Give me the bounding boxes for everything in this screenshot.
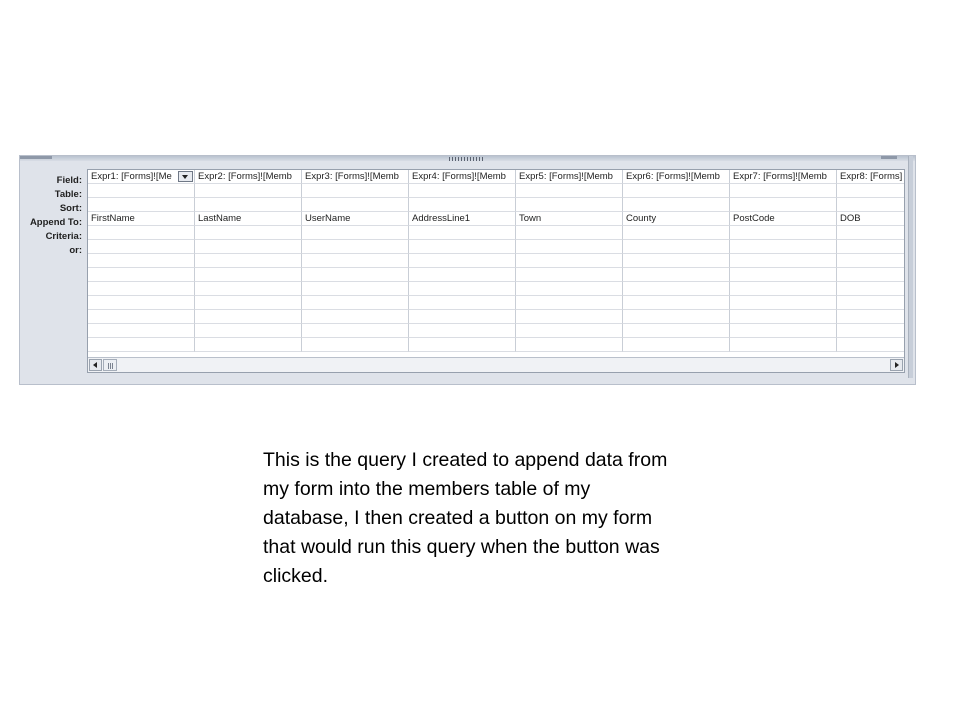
sort-cell[interactable] — [623, 198, 730, 212]
append-to-cell[interactable] — [195, 212, 302, 226]
empty-grid-cell[interactable] — [837, 324, 905, 338]
empty-grid-cell[interactable] — [195, 268, 302, 282]
field-cell-text: Expr3: [Forms]![Memb — [305, 171, 399, 182]
empty-grid-cell[interactable] — [623, 268, 730, 282]
row-labels — [20, 174, 84, 258]
append-to-cell[interactable] — [409, 212, 516, 226]
field-cell-text: Expr8: [Forms] — [840, 171, 903, 182]
empty-grid-cell[interactable] — [837, 268, 905, 282]
empty-grid-cell[interactable] — [730, 324, 837, 338]
empty-grid-cell[interactable] — [302, 268, 409, 282]
sort-cell[interactable] — [730, 198, 837, 212]
table-cell[interactable] — [516, 184, 623, 198]
criteria-cell[interactable] — [302, 226, 409, 240]
caption-line: that would run this query when the button was — [263, 536, 660, 558]
row-label-table: Table: — [54, 189, 82, 200]
empty-grid-cell[interactable] — [302, 282, 409, 296]
arrow-left-icon[interactable] — [89, 359, 102, 371]
append-to-cell-text: DOB — [840, 213, 861, 224]
empty-grid-cell[interactable] — [516, 282, 623, 296]
append-to-cell[interactable] — [730, 212, 837, 226]
empty-grid-cell[interactable] — [409, 268, 516, 282]
empty-grid-cell[interactable] — [623, 338, 730, 352]
empty-grid-cell[interactable] — [88, 310, 195, 324]
empty-grid-cell[interactable] — [837, 254, 905, 268]
field-cell-text: Expr4: [Forms]![Memb — [412, 171, 506, 182]
append-to-cell-text: AddressLine1 — [412, 213, 471, 224]
empty-grid-cell[interactable] — [195, 310, 302, 324]
row-label-or: or: — [69, 245, 82, 256]
row-label-sort: Sort: — [59, 203, 82, 214]
or-cell[interactable] — [730, 240, 837, 254]
sort-cell[interactable] — [409, 198, 516, 212]
empty-grid-cell[interactable] — [195, 296, 302, 310]
empty-grid-cell[interactable] — [195, 324, 302, 338]
or-cell[interactable] — [302, 240, 409, 254]
empty-grid-cell[interactable] — [837, 310, 905, 324]
sort-cell[interactable] — [516, 198, 623, 212]
append-to-cell-text: County — [626, 213, 657, 224]
or-cell[interactable] — [88, 240, 195, 254]
empty-grid-cell[interactable] — [409, 282, 516, 296]
arrow-right-icon[interactable] — [890, 359, 903, 371]
empty-grid-cell[interactable] — [730, 338, 837, 352]
criteria-cell[interactable] — [88, 226, 195, 240]
empty-grid-cell[interactable] — [730, 268, 837, 282]
field-cell[interactable] — [409, 170, 516, 184]
splitter-bar[interactable] — [20, 156, 915, 161]
append-to-cell[interactable] — [623, 212, 730, 226]
criteria-cell[interactable] — [730, 226, 837, 240]
vertical-scroll-edge[interactable] — [908, 156, 913, 378]
empty-grid-cell[interactable] — [409, 296, 516, 310]
field-cell[interactable] — [195, 170, 302, 184]
field-cell-text: Expr2: [Forms]![Memb — [198, 171, 292, 182]
table-cell[interactable] — [88, 184, 195, 198]
sort-cell[interactable] — [302, 198, 409, 212]
empty-grid-cell[interactable] — [730, 296, 837, 310]
sort-cell[interactable] — [195, 198, 302, 212]
append-to-cell-text: Town — [519, 213, 542, 224]
field-cell-text: Expr5: [Forms]![Memb — [519, 171, 613, 182]
caption-line: clicked. — [263, 565, 329, 587]
empty-grid-cell[interactable] — [409, 310, 516, 324]
criteria-cell[interactable] — [409, 226, 516, 240]
scroll-thumb[interactable] — [103, 359, 117, 371]
append-to-cell[interactable] — [302, 212, 409, 226]
query-design-grid-panel — [19, 155, 916, 385]
empty-grid-cell[interactable] — [88, 324, 195, 338]
empty-grid-cell[interactable] — [88, 268, 195, 282]
empty-grid-cell[interactable] — [623, 254, 730, 268]
empty-grid-cell[interactable] — [623, 296, 730, 310]
append-to-cell[interactable] — [516, 212, 623, 226]
caption-line: database, I then created a button on my form — [263, 507, 653, 529]
empty-grid-cell[interactable] — [516, 254, 623, 268]
criteria-cell[interactable] — [516, 226, 623, 240]
empty-grid-cell[interactable] — [195, 282, 302, 296]
field-cell[interactable] — [623, 170, 730, 184]
empty-grid-cell[interactable] — [302, 310, 409, 324]
append-to-cell[interactable] — [88, 212, 195, 226]
empty-grid-cell[interactable] — [409, 324, 516, 338]
row-label-criteria: Criteria: — [45, 231, 82, 242]
table-cell[interactable] — [623, 184, 730, 198]
empty-grid-cell[interactable] — [88, 338, 195, 352]
field-cell-text: Expr7: [Forms]![Memb — [733, 171, 827, 182]
or-cell[interactable] — [516, 240, 623, 254]
empty-grid-cell[interactable] — [195, 254, 302, 268]
empty-grid-cell[interactable] — [516, 310, 623, 324]
empty-grid-cell[interactable] — [88, 296, 195, 310]
append-to-cell-text: PostCode — [733, 213, 775, 224]
table-cell[interactable] — [195, 184, 302, 198]
chevron-down-icon[interactable] — [178, 171, 193, 182]
design-grid — [87, 169, 905, 373]
or-cell[interactable] — [195, 240, 302, 254]
append-to-cell-text: LastName — [198, 213, 242, 224]
or-cell[interactable] — [409, 240, 516, 254]
empty-grid-cell[interactable] — [837, 296, 905, 310]
append-to-cell-text: FirstName — [91, 213, 135, 224]
criteria-cell[interactable] — [837, 226, 905, 240]
caption-line: This is the query I created to append data from — [263, 449, 668, 471]
criteria-cell[interactable] — [195, 226, 302, 240]
empty-grid-cell[interactable] — [837, 282, 905, 296]
empty-grid-cell[interactable] — [88, 254, 195, 268]
field-cell[interactable] — [730, 170, 837, 184]
empty-grid-cell[interactable] — [730, 282, 837, 296]
table-cell[interactable] — [730, 184, 837, 198]
table-cell[interactable] — [837, 184, 905, 198]
horizontal-scrollbar[interactable] — [88, 357, 904, 372]
row-label-field: Field: — [56, 175, 82, 186]
empty-grid-cell[interactable] — [516, 324, 623, 338]
sort-cell[interactable] — [88, 198, 195, 212]
empty-grid-cell[interactable] — [623, 324, 730, 338]
empty-grid-cell[interactable] — [516, 296, 623, 310]
criteria-cell[interactable] — [623, 226, 730, 240]
empty-grid-cell[interactable] — [302, 324, 409, 338]
empty-grid-cell[interactable] — [516, 268, 623, 282]
empty-grid-cell[interactable] — [516, 338, 623, 352]
empty-grid-cell[interactable] — [623, 310, 730, 324]
design-grid-cells — [88, 170, 905, 359]
empty-grid-cell[interactable] — [730, 254, 837, 268]
empty-grid-cell[interactable] — [195, 338, 302, 352]
caption-text — [263, 446, 743, 591]
splitter-corner-left — [20, 156, 52, 159]
or-cell[interactable] — [623, 240, 730, 254]
table-cell[interactable] — [409, 184, 516, 198]
table-cell[interactable] — [302, 184, 409, 198]
empty-grid-cell[interactable] — [837, 338, 905, 352]
empty-grid-cell[interactable] — [302, 254, 409, 268]
empty-grid-cell[interactable] — [409, 254, 516, 268]
grip-icon[interactable] — [449, 157, 483, 161]
row-label-append-to: Append To: — [29, 217, 82, 228]
field-cell[interactable] — [302, 170, 409, 184]
empty-grid-cell[interactable] — [88, 282, 195, 296]
empty-grid-cell[interactable] — [730, 310, 837, 324]
append-to-cell-text: UserName — [305, 213, 351, 224]
caption-line: my form into the members table of my — [263, 478, 591, 500]
splitter-corner-right — [881, 156, 897, 159]
empty-grid-cell[interactable] — [409, 338, 516, 352]
empty-grid-cell[interactable] — [623, 282, 730, 296]
empty-grid-cell[interactable] — [302, 296, 409, 310]
sort-cell[interactable] — [837, 198, 905, 212]
field-cell[interactable] — [837, 170, 905, 184]
or-cell[interactable] — [837, 240, 905, 254]
append-to-cell[interactable] — [837, 212, 905, 226]
field-cell[interactable] — [88, 170, 195, 184]
empty-grid-cell[interactable] — [302, 338, 409, 352]
field-cell-text: Expr6: [Forms]![Memb — [626, 171, 720, 182]
field-cell[interactable] — [516, 170, 623, 184]
field-cell-text: Expr1: [Forms]![Me — [91, 171, 172, 182]
